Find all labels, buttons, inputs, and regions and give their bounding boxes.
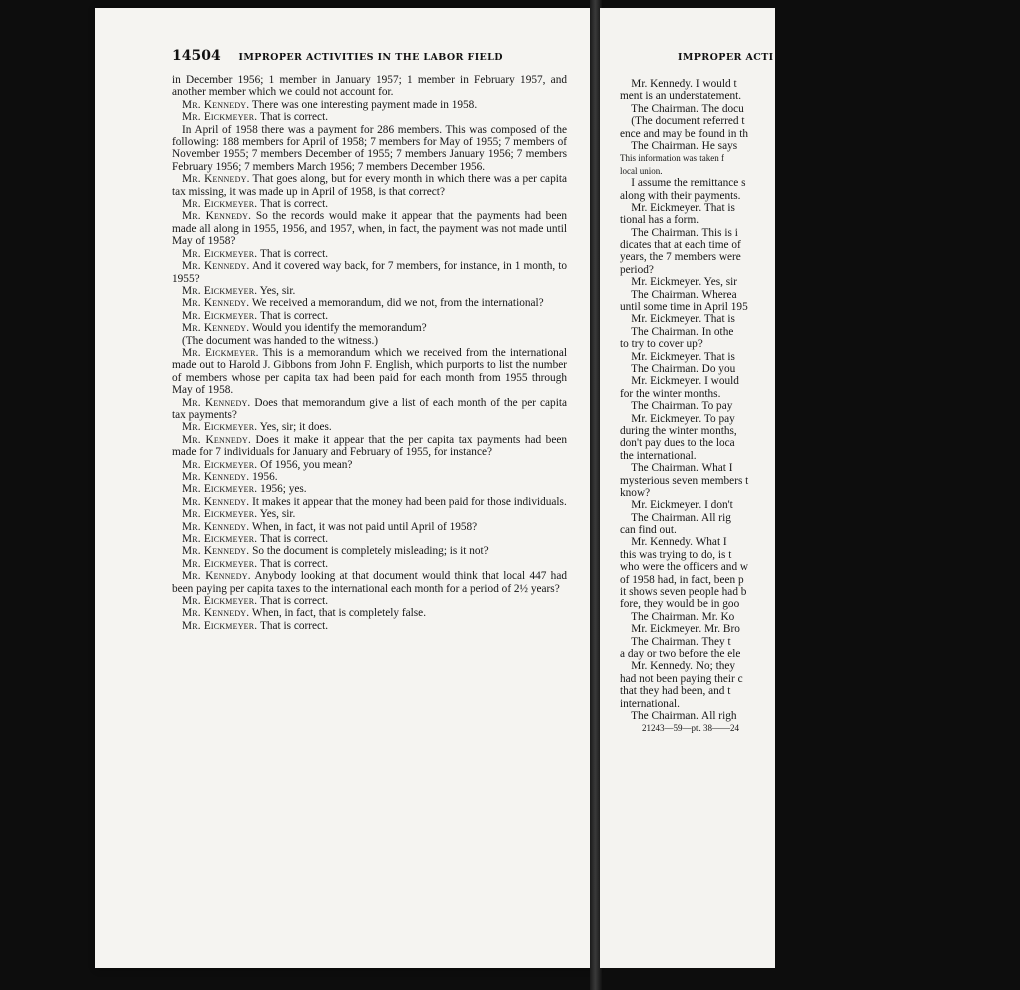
transcript-paragraph (172, 620, 567, 632)
text-line: The Chairman. This is i (620, 226, 738, 239)
paragraph-text: So the document is completely misleading; is it not? (249, 545, 489, 558)
speaker-name: Mr. Eickmeyer. (182, 619, 258, 632)
speaker-name: Mr. Eickmeyer. (182, 595, 258, 608)
transcript-paragraph (172, 173, 567, 198)
paragraph-text: That is correct. (257, 533, 329, 546)
paragraph-text: That is correct. (257, 595, 329, 608)
speaker-name: Mr. Kennedy. (182, 570, 251, 583)
transcript-paragraph (172, 210, 567, 247)
text-line: The Chairman. The docu (620, 102, 744, 115)
text-line: Mr. Eickmeyer. To pay (620, 412, 735, 425)
paragraph-text: When, in fact, that is completely false. (249, 607, 427, 620)
paragraph-text: That is correct. (257, 198, 329, 211)
text-line: the international. (620, 449, 697, 462)
text-line: had not been paying their c (620, 672, 743, 685)
transcript-paragraph (172, 322, 567, 334)
text-line: The Chairman. He says (620, 139, 738, 152)
text-line: The Chairman. All righ (620, 709, 737, 722)
transcript-paragraph (172, 521, 567, 533)
transcript-paragraph (172, 595, 567, 607)
paragraph-text: This is a memorandum which we received from the international made out to Harold J. Gibbons from John F. English, which purports to list the number of members whose per capita tax had been paid for each month from 1955 through May of 1958. (172, 346, 567, 397)
text-line: along with their payments. (620, 189, 741, 202)
transcript-paragraph (172, 111, 567, 123)
text-line: Mr. Eickmeyer. Mr. Bro (620, 623, 740, 636)
transcript-paragraph (172, 508, 567, 520)
text-line: for the winter months. (620, 387, 721, 400)
text-line: Mr. Kennedy. I would t (620, 78, 737, 90)
transcript-paragraph (172, 248, 567, 260)
text-line: The Chairman. To pay (620, 400, 733, 413)
paragraph-text: We received a memorandum, did we not, from the international? (249, 297, 544, 310)
transcript-paragraph (172, 533, 567, 545)
text-line: The Chairman. What I (620, 462, 733, 475)
paragraph-text: That goes along, but for every month in which there was a per capita tax missing, it was made up in April of 1958, is that correct? (172, 173, 568, 198)
text-line: This information was taken f (620, 153, 724, 164)
speaker-name: Mr. Kennedy. (182, 322, 250, 335)
page-header (172, 48, 592, 64)
transcript-paragraph (172, 471, 567, 483)
speaker-name: Mr. Kennedy. (182, 607, 250, 620)
transcript-body (172, 74, 567, 632)
paragraph-text: That is correct. (257, 247, 329, 260)
text-line: The Chairman. All rig (620, 511, 731, 524)
transcript-paragraph (172, 607, 567, 619)
paragraph-text: 1956. (249, 471, 278, 483)
text-line: The Chairman. Mr. Ko (620, 610, 735, 623)
transcript-paragraph (172, 198, 567, 210)
paragraph-text: Yes, sir. (257, 284, 296, 297)
left-page (95, 8, 595, 968)
text-line: it shows seven people had b (620, 586, 747, 599)
paragraph-text: Of 1956, you mean? (257, 458, 353, 471)
speaker-name: Mr. Kennedy. (182, 173, 250, 186)
paragraph-text: There was one interesting payment made in 1958. (249, 98, 478, 111)
paragraph-text: And it covered way back, for 7 members, for instance, in 1 month, to 1955? (172, 260, 568, 285)
paragraph-text: That is correct. (257, 309, 329, 322)
text-line: The Chairman. They t (620, 635, 731, 648)
text-line: that they had been, and t (620, 685, 731, 698)
speaker-name: Mr. Eickmeyer. (182, 421, 258, 434)
speaker-name: Mr. Kennedy. (182, 520, 250, 533)
transcript-paragraph (172, 347, 567, 397)
text-line: fore, they would be in goo (620, 598, 740, 611)
paragraph-text: Anybody looking at that document would think that local 447 had been paying per capita taxes to the international each month for a period of 2½ years? (172, 570, 567, 595)
speaker-name: Mr. Eickmeyer. (182, 247, 258, 260)
text-line: Mr. Kennedy. No; they (620, 660, 736, 673)
transcript-paragraph (172, 124, 567, 174)
paragraph-text: Yes, sir. (257, 508, 296, 521)
text-line: Mr. Eickmeyer. That is (620, 201, 735, 214)
paragraph-text: Yes, sir; it does. (257, 421, 332, 434)
text-line: during the winter months, (620, 424, 737, 437)
transcript-paragraph (172, 335, 567, 347)
speaker-name: Mr. Eickmeyer. (182, 309, 258, 322)
page-number: 14504 (172, 48, 221, 64)
text-line: until some time in April 195 (620, 301, 748, 314)
paragraph-text: When, in fact, it was not paid until April of 1958? (249, 520, 478, 533)
transcript-paragraph (172, 570, 567, 595)
speaker-name: Mr. Eickmeyer. (182, 557, 258, 570)
text-line: Mr. Eickmeyer. That is (620, 350, 735, 363)
text-line: The Chairman. In othe (620, 325, 734, 338)
transcript-paragraph (172, 558, 567, 570)
speaker-name: Mr. Kennedy. (182, 210, 252, 223)
text-line: years, the 7 members were (620, 251, 741, 264)
paragraph-text: That is correct. (257, 619, 329, 632)
speaker-name: Mr. Eickmeyer. (182, 284, 258, 297)
speaker-name: Mr. Kennedy. (182, 98, 250, 111)
right-running-title: IMPROPER ACTI (678, 52, 774, 63)
text-line: of 1958 had, in fact, been p (620, 573, 744, 586)
speaker-name: Mr. Eickmeyer. (182, 508, 258, 521)
paragraph-text: Would you identify the memorandum? (249, 322, 427, 335)
text-line: mysterious seven members t (620, 474, 749, 487)
text-line: Mr. Eickmeyer. That is (620, 313, 735, 326)
speaker-name: Mr. Kennedy. (182, 297, 250, 310)
text-line: know? (620, 486, 651, 499)
text-line: ment is an understatement. (620, 90, 742, 103)
speaker-name: Mr. Kennedy. (182, 433, 251, 446)
speaker-name: Mr. Kennedy. (182, 495, 250, 508)
text-line: period? (620, 263, 654, 276)
paragraph-text: That is correct. (257, 111, 329, 124)
text-line: can find out. (620, 524, 677, 537)
right-page (600, 8, 775, 968)
paragraph-text: Does it make it appear that the per capita tax payments had been made for 7 individuals for January and February of 1955, for instance? (172, 433, 568, 459)
running-title: IMPROPER ACTIVITIES IN THE LABOR FIELD (238, 52, 503, 63)
text-line: Mr. Kennedy. What I (620, 536, 727, 549)
paragraph-text: 1956; yes. (257, 483, 307, 496)
text-line: Mr. Eickmeyer. I would (620, 375, 739, 388)
paragraph-text: (The document was handed to the witness.) (182, 334, 379, 347)
transcript-paragraph (172, 545, 567, 557)
transcript-paragraph (172, 74, 567, 99)
speaker-name: Mr. Kennedy. (182, 545, 250, 558)
paragraph-text: So the records would make it appear that the payments had been made all along in 1955, 1956, and 1957, when, in fact, the payment was not made until May of 1958? (172, 210, 567, 248)
print-signature: 21243—59—pt. 38——24 (642, 723, 740, 734)
text-line: to try to cover up? (620, 338, 703, 351)
speaker-name: Mr. Kennedy. (182, 471, 250, 483)
transcript-paragraph (172, 285, 567, 297)
speaker-name: Mr. Kennedy. (182, 260, 250, 273)
text-line: The Chairman. Wherea (620, 288, 737, 301)
transcript-paragraph (172, 260, 567, 285)
paragraph-text: In April of 1958 there was a payment for 286 members. This was composed of the following: 188 members for April of 1958; 7 members for May of 1955; 7 members of November 1955; 7 members December of 1955; 7 members January 1956; 7 members February 1956; 7 members March 1956; 7 members December 1956. (172, 123, 567, 173)
text-line: I assume the remittance s (620, 177, 746, 190)
paragraph-text: in December 1956; 1 member in January 1957; 1 member in February 1957, and another member which we could not account for. (172, 74, 567, 99)
transcript-paragraph (172, 297, 567, 309)
transcript-paragraph (172, 397, 567, 422)
paragraph-text: Does that memorandum give a list of each month of the per capita tax payments? (172, 396, 567, 421)
speaker-name: Mr. Eickmeyer. (182, 198, 258, 211)
text-line: local union. (620, 165, 663, 176)
speaker-name: Mr. Eickmeyer. (182, 483, 258, 496)
text-line: international. (620, 697, 680, 710)
transcript-paragraph (172, 483, 567, 495)
speaker-name: Mr. Kennedy. (182, 396, 251, 409)
transcript-paragraph (172, 99, 567, 111)
text-line: don't pay dues to the loca (620, 437, 735, 450)
speaker-name: Mr. Eickmeyer. (182, 346, 259, 359)
paragraph-text: It makes it appear that the money had been paid for those individuals. (249, 495, 567, 508)
text-line: Mr. Eickmeyer. Yes, sir (620, 276, 738, 289)
speaker-name: Mr. Eickmeyer. (182, 533, 258, 546)
transcript-paragraph (172, 459, 567, 471)
transcript-paragraph (172, 434, 567, 459)
text-line: dicates that at each time of (620, 239, 741, 252)
transcript-paragraph (172, 310, 567, 322)
text-line: (The document referred t (620, 115, 745, 128)
text-line: The Chairman. Do you (620, 362, 736, 375)
text-line: this was trying to do, is t (620, 548, 732, 561)
text-line: a day or two before the ele (620, 647, 741, 660)
transcript-paragraph (172, 496, 567, 508)
text-line: ence and may be found in th (620, 127, 748, 140)
speaker-name: Mr. Eickmeyer. (182, 111, 258, 124)
text-line: who were the officers and w (620, 561, 749, 574)
transcript-paragraph (172, 421, 567, 433)
text-line: Mr. Eickmeyer. I don't (620, 499, 733, 512)
speaker-name: Mr. Eickmeyer. (182, 458, 258, 471)
paragraph-text: That is correct. (257, 557, 329, 570)
text-line: tional has a form. (620, 214, 700, 227)
right-transcript-body (620, 78, 1020, 735)
